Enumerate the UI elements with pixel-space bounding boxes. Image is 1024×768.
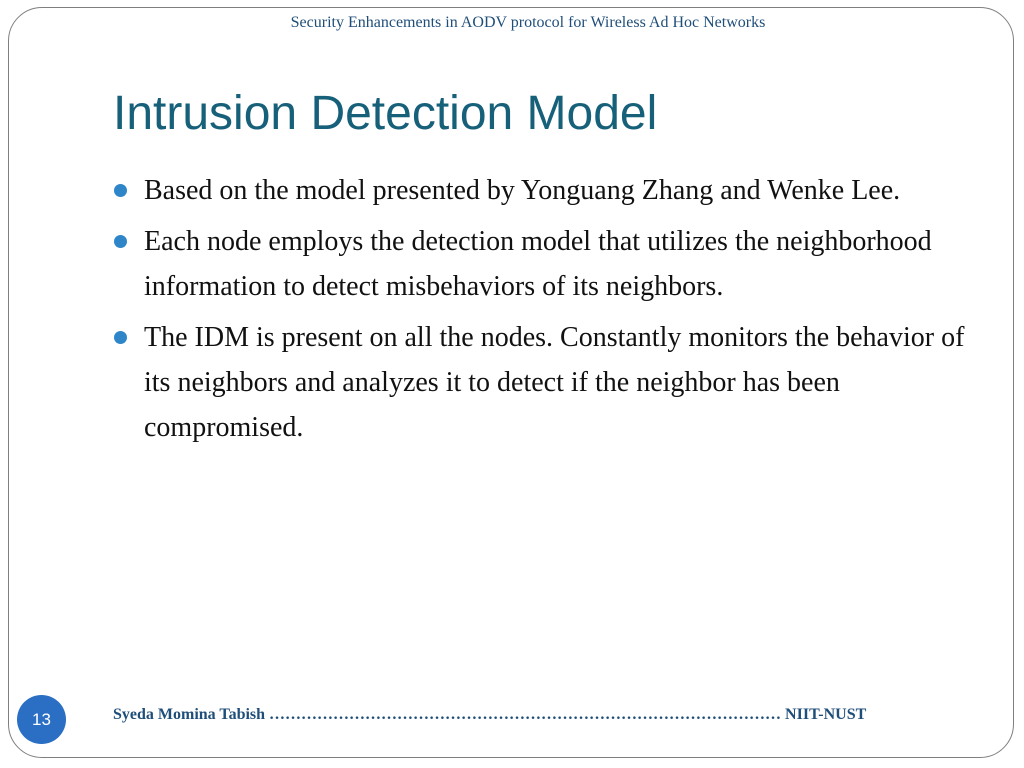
bullet-text: The IDM is present on all the nodes. Constantly monitors the behavior of its neighbors and analyzes it to detect if the neighbor has been compromised. — [144, 322, 965, 443]
bullet-dot-icon — [114, 235, 127, 248]
page-number-badge — [17, 695, 66, 744]
bullet-dot-icon — [114, 331, 127, 344]
slide-header: Security Enhancements in AODV protocol for Wireless Ad Hoc Networks — [290, 14, 766, 31]
slide-title: Intrusion Detection Model — [113, 87, 658, 140]
bullet-item — [114, 168, 974, 213]
bullet-list — [114, 168, 974, 456]
bullet-text: Each node employs the detection model that utilizes the neighborhood information to detect misbehaviors of its neighbors. — [144, 226, 932, 302]
bullet-item — [114, 315, 974, 450]
bullet-dot-icon — [114, 184, 127, 197]
bullet-text: Based on the model presented by Yonguang Zhang and Wenke Lee. — [144, 175, 901, 206]
slide-footer: Syeda Momina Tabish …………………………………………………………………………………… NIIT-NUST — [113, 706, 867, 723]
page-number: 13 — [32, 709, 51, 729]
bullet-item — [114, 219, 974, 309]
